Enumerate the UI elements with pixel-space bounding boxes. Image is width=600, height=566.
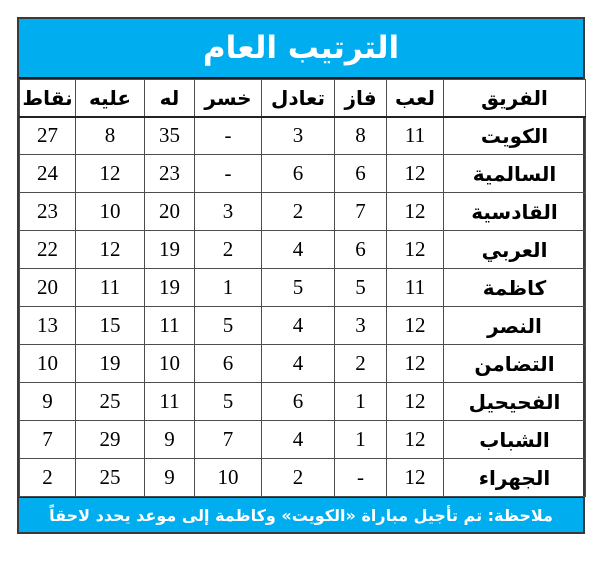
points-value: 2 xyxy=(20,459,76,497)
table-row xyxy=(20,117,586,155)
column-header-points: نقاط xyxy=(20,80,76,117)
team-name: الجهراء xyxy=(444,459,586,497)
column-header-team: الفريق xyxy=(444,80,586,117)
team-name: الكويت xyxy=(444,117,586,155)
won-value: 6 xyxy=(335,155,387,193)
header-row xyxy=(20,80,586,117)
team-name: السالمية xyxy=(444,155,586,193)
goals-against-value: 19 xyxy=(76,345,145,383)
points-value: 23 xyxy=(20,193,76,231)
drawn-value: 4 xyxy=(262,307,335,345)
goals-for-value: 23 xyxy=(145,155,195,193)
points-value: 20 xyxy=(20,269,76,307)
won-value: 8 xyxy=(335,117,387,155)
column-header-goals-against: عليه xyxy=(76,80,145,117)
table-row xyxy=(20,231,586,269)
goals-for-value: 20 xyxy=(145,193,195,231)
lost-value: 3 xyxy=(195,193,262,231)
column-header-drawn: تعادل xyxy=(262,80,335,117)
standings-grid xyxy=(19,79,586,497)
goals-for-value: 35 xyxy=(145,117,195,155)
goals-for-value: 9 xyxy=(145,421,195,459)
standings-table-card xyxy=(17,17,585,534)
goals-for-value: 11 xyxy=(145,383,195,421)
drawn-value: 2 xyxy=(262,459,335,497)
column-header-played: لعب xyxy=(387,80,444,117)
won-value: 2 xyxy=(335,345,387,383)
lost-value: 5 xyxy=(195,307,262,345)
team-name: العربي xyxy=(444,231,586,269)
lost-value: 6 xyxy=(195,345,262,383)
won-value: 3 xyxy=(335,307,387,345)
played-value: 12 xyxy=(387,459,444,497)
played-value: 12 xyxy=(387,307,444,345)
team-name: الشباب xyxy=(444,421,586,459)
goals-against-value: 25 xyxy=(76,383,145,421)
lost-value: - xyxy=(195,155,262,193)
team-name: كاظمة xyxy=(444,269,586,307)
goals-for-value: 10 xyxy=(145,345,195,383)
table-row xyxy=(20,155,586,193)
goals-for-value: 19 xyxy=(145,231,195,269)
drawn-value: 4 xyxy=(262,345,335,383)
goals-against-value: 11 xyxy=(76,269,145,307)
played-value: 11 xyxy=(387,269,444,307)
table-row xyxy=(20,269,586,307)
played-value: 12 xyxy=(387,231,444,269)
team-name: الفحيحيل xyxy=(444,383,586,421)
lost-value: 10 xyxy=(195,459,262,497)
drawn-value: 6 xyxy=(262,155,335,193)
table-row xyxy=(20,459,586,497)
played-value: 12 xyxy=(387,383,444,421)
points-value: 27 xyxy=(20,117,76,155)
table-title-bar xyxy=(19,19,583,79)
points-value: 24 xyxy=(20,155,76,193)
goals-for-value: 9 xyxy=(145,459,195,497)
won-value: 6 xyxy=(335,231,387,269)
goals-against-value: 10 xyxy=(76,193,145,231)
goals-against-value: 25 xyxy=(76,459,145,497)
points-value: 13 xyxy=(20,307,76,345)
points-value: 22 xyxy=(20,231,76,269)
table-row xyxy=(20,193,586,231)
table-row xyxy=(20,345,586,383)
column-header-goals-for: له xyxy=(145,80,195,117)
drawn-value: 4 xyxy=(262,421,335,459)
lost-value: 7 xyxy=(195,421,262,459)
team-name: النصر xyxy=(444,307,586,345)
column-header-lost: خسر xyxy=(195,80,262,117)
drawn-value: 6 xyxy=(262,383,335,421)
drawn-value: 2 xyxy=(262,193,335,231)
team-name: التضامن xyxy=(444,345,586,383)
goals-against-value: 29 xyxy=(76,421,145,459)
goals-against-value: 15 xyxy=(76,307,145,345)
table-row xyxy=(20,421,586,459)
goals-for-value: 11 xyxy=(145,307,195,345)
won-value: 7 xyxy=(335,193,387,231)
lost-value: 5 xyxy=(195,383,262,421)
played-value: 11 xyxy=(387,117,444,155)
lost-value: - xyxy=(195,117,262,155)
won-value: 5 xyxy=(335,269,387,307)
won-value: 1 xyxy=(335,383,387,421)
won-value: 1 xyxy=(335,421,387,459)
column-header-won: فاز xyxy=(335,80,387,117)
goals-against-value: 12 xyxy=(76,231,145,269)
drawn-value: 4 xyxy=(262,231,335,269)
lost-value: 1 xyxy=(195,269,262,307)
goals-against-value: 8 xyxy=(76,117,145,155)
played-value: 12 xyxy=(387,193,444,231)
played-value: 12 xyxy=(387,421,444,459)
drawn-value: 5 xyxy=(262,269,335,307)
table-row xyxy=(20,307,586,345)
points-value: 9 xyxy=(20,383,76,421)
played-value: 12 xyxy=(387,155,444,193)
table-title: الترتيب العام xyxy=(202,29,400,66)
goals-for-value: 19 xyxy=(145,269,195,307)
team-name: القادسية xyxy=(444,193,586,231)
points-value: 10 xyxy=(20,345,76,383)
goals-against-value: 12 xyxy=(76,155,145,193)
played-value: 12 xyxy=(387,345,444,383)
won-value: - xyxy=(335,459,387,497)
points-value: 7 xyxy=(20,421,76,459)
drawn-value: 3 xyxy=(262,117,335,155)
note-bar xyxy=(19,497,583,532)
lost-value: 2 xyxy=(195,231,262,269)
note-text: ملاحظة: تم تأجيل مباراة «الكويت» وكاظمة إلى موعد يحدد لاحقاً xyxy=(49,505,553,525)
table-row xyxy=(20,383,586,421)
